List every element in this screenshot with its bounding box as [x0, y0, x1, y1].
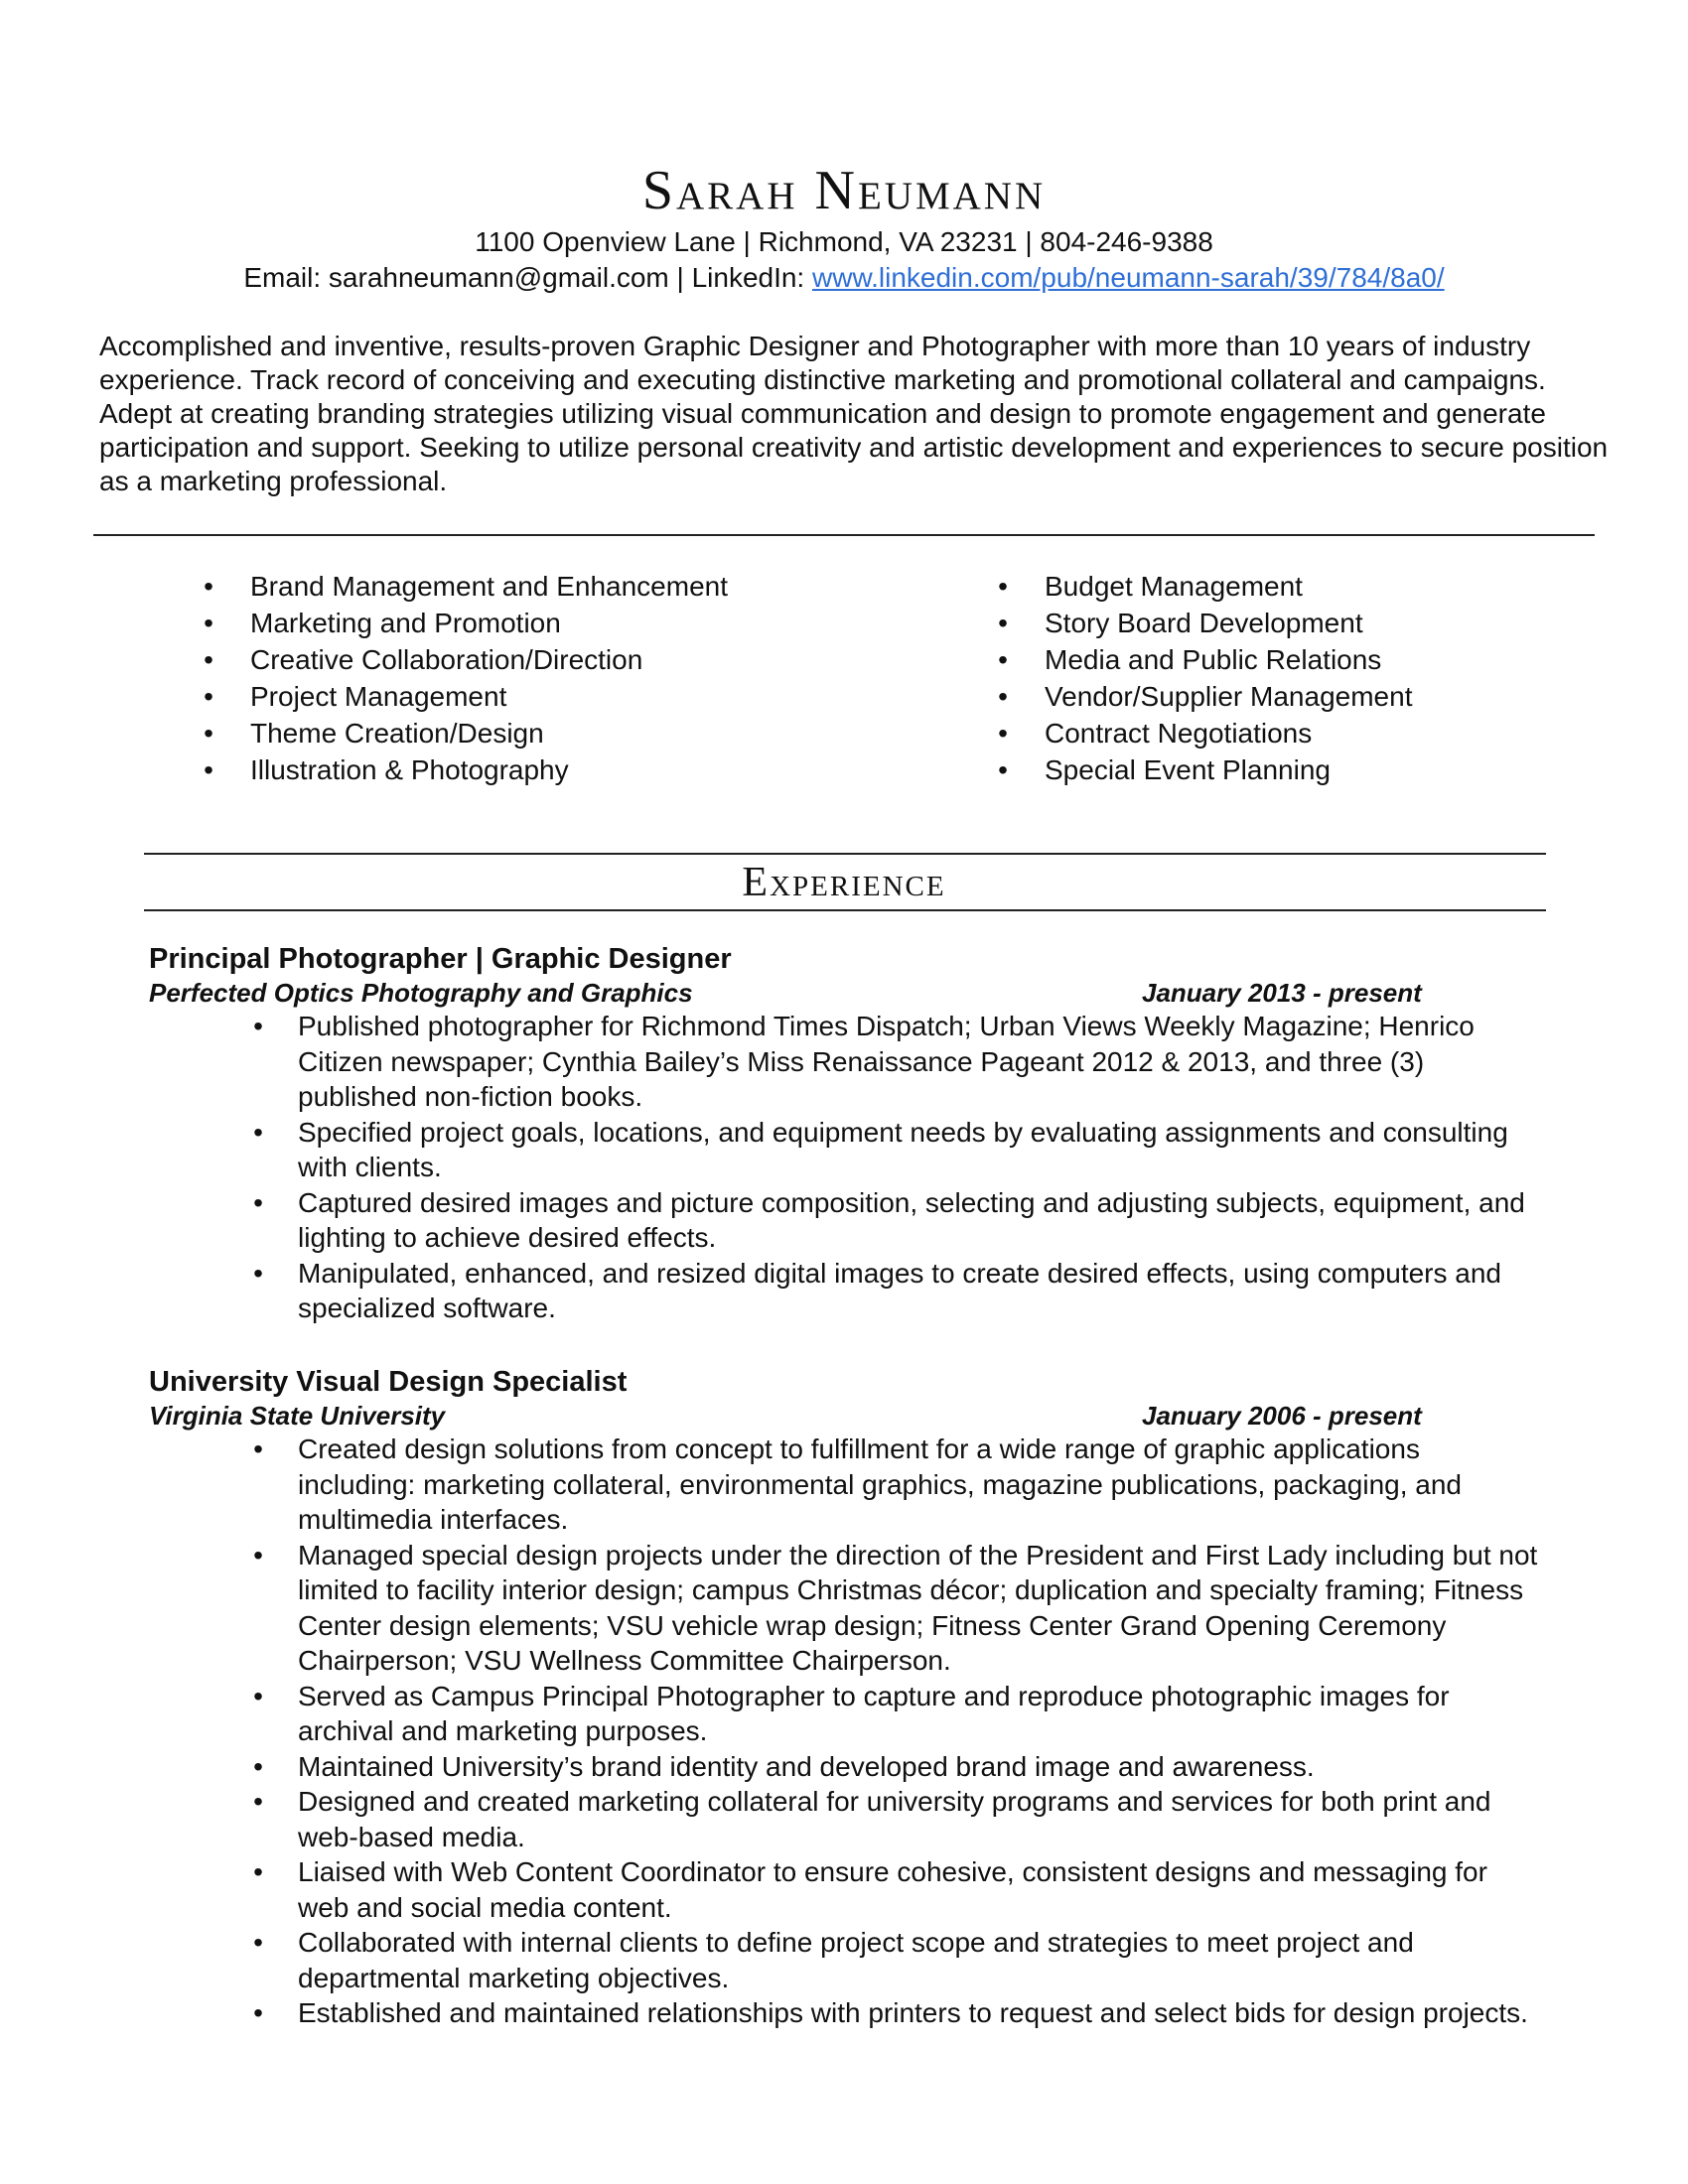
skill-item: • Marketing and Promotion: [199, 605, 728, 641]
job-entry: [149, 941, 1559, 1326]
bullet-icon: •: [253, 1186, 263, 1218]
bullet-icon: •: [998, 571, 1008, 602]
job-bullets: [149, 1009, 1559, 1326]
skill-item: • Illustration & Photography: [199, 751, 728, 788]
job-meta: [149, 977, 1559, 1009]
job-title: University Visual Design Specialist: [149, 1366, 628, 1398]
list-item: • Published photographer for Richmond Times Dispatch; Urban Views Weekly Magazine; Henrico Citizen newspaper; Cynthia Bailey’s Miss Renaissance Pageant 2012 & 2013, and three (3) published non-fiction books.: [149, 1009, 1559, 1115]
list-item: • Manipulated, enhanced, and resized digital images to create desired effects, using computers and specialized software.: [149, 1256, 1559, 1326]
email-text: Email: sarahneumann@gmail.com | LinkedIn:: [243, 262, 812, 293]
list-item: • Managed special design projects under the direction of the President and First Lady including but not limited to facility interior design; campus Christmas décor; duplication and specialty framing; Fitness Center design elements; VSU vehicle wrap design; Fitness Center Grand Opening Ceremony Chairperson; VSU Wellness Committee Chairperson.: [149, 1538, 1559, 1679]
bullet-icon: •: [204, 608, 213, 638]
skills-list-right: [993, 568, 1412, 788]
skill-item: • Vendor/Supplier Management: [993, 678, 1412, 715]
professional-summary: Accomplished and inventive, results-proven Graphic Designer and Photographer with more than 10 years of industry experience. Track record of conceiving and executing distinctive marketing and promotional collateral and campaigns. Adept at creating branding strategies utilizing visual communication and design to promote engagement and generate participation and support. Seeking to utilize personal creativity and artistic development and experiences to secure position as a marketing professional.: [99, 331, 1609, 496]
skill-item: • Creative Collaboration/Direction: [199, 641, 728, 678]
job-title: Principal Photographer | Graphic Designer: [149, 943, 732, 975]
bullet-icon: •: [253, 1433, 263, 1464]
bullet-icon: •: [253, 1786, 263, 1817]
bullet-icon: •: [204, 644, 213, 675]
skill-item: • Media and Public Relations: [993, 641, 1412, 678]
job-bullets: [149, 1432, 1559, 2031]
skill-item: • Project Management: [199, 678, 728, 715]
list-item: • Maintained University’s brand identity and developed brand image and awareness.: [149, 1749, 1559, 1785]
bullet-icon: •: [253, 1116, 263, 1148]
bullet-icon: •: [204, 571, 213, 602]
bullet-icon: •: [253, 1997, 263, 2028]
job-meta: [149, 1400, 1559, 1432]
bullet-icon: •: [253, 1011, 263, 1041]
bullet-icon: •: [998, 608, 1008, 638]
bullet-icon: •: [253, 1750, 263, 1782]
skill-item: • Special Event Planning: [993, 751, 1412, 788]
list-item: • Captured desired images and picture composition, selecting and adjusting subjects, equipment, and lighting to achieve desired effects.: [149, 1185, 1559, 1256]
bullet-icon: •: [253, 1856, 263, 1887]
address-line: 1100 Openview Lane | Richmond, VA 23231 | 804-246-9388: [475, 226, 1213, 257]
list-item: • Established and maintained relationships with printers to request and select bids for design projects.: [149, 1995, 1559, 2031]
bullet-icon: •: [253, 1680, 263, 1711]
experience-top-rule: [144, 853, 1546, 855]
bullet-icon: •: [253, 1257, 263, 1289]
experience-bottom-rule: [144, 909, 1546, 911]
skill-item: • Story Board Development: [993, 605, 1412, 641]
list-item: • Designed and created marketing collateral for university programs and services for both print and web-based media.: [149, 1784, 1559, 1854]
bullet-icon: •: [253, 1927, 263, 1958]
skill-item: • Contract Negotiations: [993, 715, 1412, 751]
list-item: • Collaborated with internal clients to define project scope and strategies to meet project and departmental marketing objectives.: [149, 1925, 1559, 1995]
list-item: • Created design solutions from concept to fulfillment for a wide range of graphic applications including: marketing collateral, environmental graphics, magazine publications, packaging, and multimedia interfaces.: [149, 1432, 1559, 1538]
skill-item: • Brand Management and Enhancement: [199, 568, 728, 605]
job-dates: January 2013 - present: [1142, 978, 1422, 1008]
bullet-icon: •: [998, 754, 1008, 785]
skill-item: • Budget Management: [993, 568, 1412, 605]
skill-item: • Theme Creation/Design: [199, 715, 728, 751]
job-dates: January 2006 - present: [1142, 1401, 1422, 1431]
candidate-name: Sarah Neumann: [641, 160, 1047, 221]
bullet-icon: •: [204, 718, 213, 749]
job-entry: [149, 1364, 1559, 2031]
bullet-icon: •: [998, 644, 1008, 675]
skills-list-left: [199, 568, 728, 788]
experience-heading: Experience: [742, 860, 946, 905]
job-organization: Virginia State University: [149, 1401, 446, 1431]
bullet-icon: •: [998, 681, 1008, 712]
bullet-icon: •: [253, 1539, 263, 1570]
linkedin-link[interactable]: www.linkedin.com/pub/neumann-sarah/39/784/8a0/: [812, 262, 1445, 293]
summary-divider: [93, 534, 1595, 536]
list-item: • Served as Campus Principal Photographer to capture and reproduce photographic images for archival and marketing purposes.: [149, 1679, 1559, 1749]
bullet-icon: •: [204, 681, 213, 712]
list-item: • Liaised with Web Content Coordinator to ensure cohesive, consistent designs and messaging for web and social media content.: [149, 1854, 1559, 1925]
job-organization: Perfected Optics Photography and Graphics: [149, 978, 693, 1008]
email-linkedin-line: [0, 260, 1688, 296]
list-item: • Specified project goals, locations, and equipment needs by evaluating assignments and consulting with clients.: [149, 1115, 1559, 1185]
bullet-icon: •: [204, 754, 213, 785]
bullet-icon: •: [998, 718, 1008, 749]
